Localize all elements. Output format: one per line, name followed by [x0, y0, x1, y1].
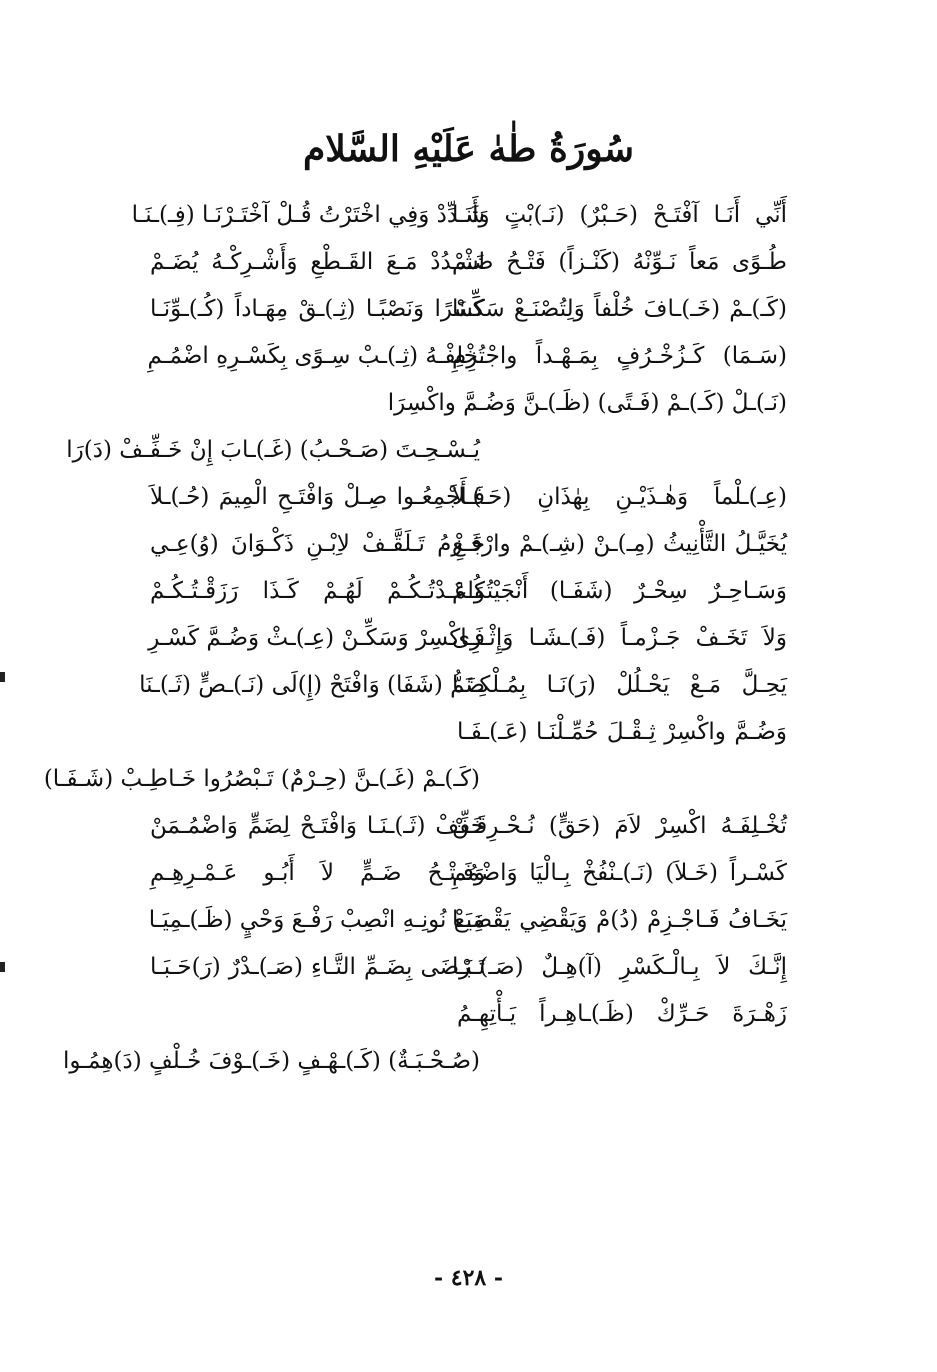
- verse-line: [43, 759, 787, 799]
- first-hemistich: يَخَـافُ فَـاجْـزِمْ (دُ)مْ وَيَقْضِي يَقْضِيَـا: [452, 907, 787, 933]
- scan-edge-mark: [0, 962, 5, 972]
- verse-line: [150, 947, 787, 987]
- second-hemistich: تُخْلِفْـهُ (ثِـ)ـبْ سِـوًى بِكَسْـرِهِ اضْمُـمِ: [147, 343, 485, 369]
- first-hemistich: يَحِـلَّ مَـعْ يَحْـلُلْ (رَ)نَـا بِمُـلْكِـنَـا: [452, 672, 787, 698]
- first-hemistich: (كَـ)ـمْ (خَـ)ـافَ خُلْفاً وَلِتُصْنَـعْ سَكِّـنَا: [452, 296, 787, 322]
- verse-line: [150, 900, 787, 940]
- second-hemistich: فَـأَجْمِعُـوا صِـلْ وَافْتَـحِ الْمِيمَ (حُـ)ـلاَ: [150, 484, 485, 510]
- second-hemistich: وَفَـتْـحُ ضَـمٍّ لاَ أَبُـو عَـمْـرِهِـمِ: [150, 860, 485, 886]
- verse-line: [66, 430, 787, 470]
- page-number: - ٤٢٨ -: [433, 1265, 504, 1291]
- first-hemistich: إِنَّـكَ لاَ بِـالْـكَسْرِ (آ)هِـلٌ (صَـ)ـبَـا: [452, 954, 787, 980]
- verse-line: [139, 665, 787, 705]
- verse-line: [150, 853, 787, 893]
- second-hemistich: تَـرْضَى بِضَـمِّ التَّـاءِ (صَـ)ـدْرٌ (رَ)حَـبَـا: [150, 954, 485, 980]
- first-hemistich: وَسَـاحِـرٌ سِحْـرٌ (شَفَـا) أَنْجَيْتُكُـمْ: [452, 578, 787, 604]
- second-hemistich: (كَـ)ـمْ (غَـ)ـنَّ (حِـرْمٌ) تَـبْصُرُوا خَـاطِـبْ (شَـفَـا): [43, 766, 480, 792]
- surah-title: سُورَةُ طٰهٰ عَلَيْهِ السَّلام: [303, 128, 634, 170]
- verse-line: [131, 195, 787, 235]
- second-hemistich: وَاعَـدْتُـكُـمْ لَهُـمْ كَـذَا رَزَقْـتُـكُـمْ: [150, 578, 485, 604]
- verse-line: [150, 618, 787, 658]
- verse-line: [150, 524, 787, 564]
- verse-line: [63, 1041, 787, 1081]
- verse-line: [150, 383, 787, 423]
- first-hemistich: تُخْـلِفَـهُ اكْسِرْ لاَمَ (حَقٍّ) نُـحْـرِقَـنْ: [452, 813, 787, 839]
- first-hemistich: (نَـ)ـلْ (كَـ)ـمْ (فَـتًى) (ظَـ)ـنَّ وَضُـمَّ واكْسِرَا: [387, 390, 787, 416]
- second-hemistich: اشْـدُدْ مَـعَ القَـطْعِ وَأَشْـرِكْـهُ يُضَـمْ: [150, 249, 485, 275]
- first-hemistich: طُـوًى مَعاً نَـوِّنْهُ (كَنْـزاً) فَتْـحُ ضَـمْ: [452, 249, 787, 275]
- verse-line: [150, 994, 787, 1034]
- first-hemistich: (عِـ)ـلْماً وَهٰـذَيْـنِ بِهٰذَانِ (حَـ)ـلاَ: [452, 484, 787, 510]
- verse-line: [150, 289, 787, 329]
- second-hemistich: فَـاكْسِرْ وَسَكِّـنْ (عِـ)ـثْ وَضُـمَّ كَسْـرِ: [148, 625, 485, 651]
- verse-line: [150, 571, 787, 611]
- second-hemistich: جَـزْمُ تَـلَقَّـفْ لاِبْـنِ ذَكْـوَانَ (وُ)عِـي: [150, 531, 485, 557]
- second-hemistich: كَسْرًا وَنَصْبًـا (ثِـ)ـقْ مِهَـاداً (كُـ)ـوِّنَـا: [150, 296, 485, 322]
- second-hemistich: مَـعْ نُونِـهِ انْصِبْ رَفْـعَ وَحْيٍ (ظَـ)ـمِيَـا: [148, 907, 485, 933]
- first-hemistich: (سَـمَا) كَـزُخْـرُفٍ بِمَـهْـداً واجْـزِمِ: [452, 343, 787, 369]
- verse-line: [150, 806, 787, 846]
- first-hemistich: يُخَيَّـلُ التَّأْنِيثُ (مِـ)ـنْ (شِـ)ـمْ وارْفَـعِ: [452, 531, 787, 557]
- first-hemistich: وَضُـمَّ واكْسِرْ ثِـقْـلَ حُمِّـلْنَـا (عَـ)ـفَـا: [457, 719, 787, 745]
- verse-line: [150, 242, 787, 282]
- verse-line: [147, 336, 787, 376]
- second-hemistich: شَـدِّدْ وَفِي اخْتَرْتُ قُـلْ آخْتَـرْنَـا (فِـ)ـنَـا: [131, 202, 485, 228]
- scan-edge-mark: [0, 672, 5, 682]
- second-hemistich: خَفِّفْ (ثَـ)ـنَـا وَافْتَـحْ لِضَمٍّ وَاضْمُـمَنْ: [150, 813, 485, 839]
- first-hemistich: زَهْـرَةَ حَـرِّكْ (ظَـ)ـاهِـراً يَـأْتِهِـمُ: [457, 1001, 787, 1027]
- first-hemistich: كَسْـراً (خَـلاَ) (نَـ)ـنْفُخْ بِـالْيَا وَاضْمُمِ: [452, 860, 787, 886]
- verse-line: [150, 712, 787, 752]
- second-hemistich: يُـسْـحِـتَ (صَـحْـبُ) (غَـ)ـابَ إِنْ خَـفِّـفْ (دَ)رَا: [66, 437, 480, 463]
- first-hemistich: أَنِّي أَنَـا آفْتَـحْ (حَـبْرٌ) (نَـ)بْتٍ وَأَنَـا: [452, 202, 787, 228]
- second-hemistich: (صُـحْـبَـةٌ) (كَـ)ـهْـفٍ (خَـ)ـوْفَ خُـلْفٍ (دَ)هِمُـوا: [63, 1048, 480, 1074]
- first-hemistich: وَلاَ تَخَـفْ جَـزْمـاً (فَـ)ـشَـا وَإِثْـرِى: [452, 625, 787, 651]
- verse-line: [150, 477, 787, 517]
- second-hemistich: ضَمُّ (شَفَا) وَافْتَحْ (إِ)لَى (نَـ)ـصٍّ (ثَـ)ـنَا: [139, 672, 485, 698]
